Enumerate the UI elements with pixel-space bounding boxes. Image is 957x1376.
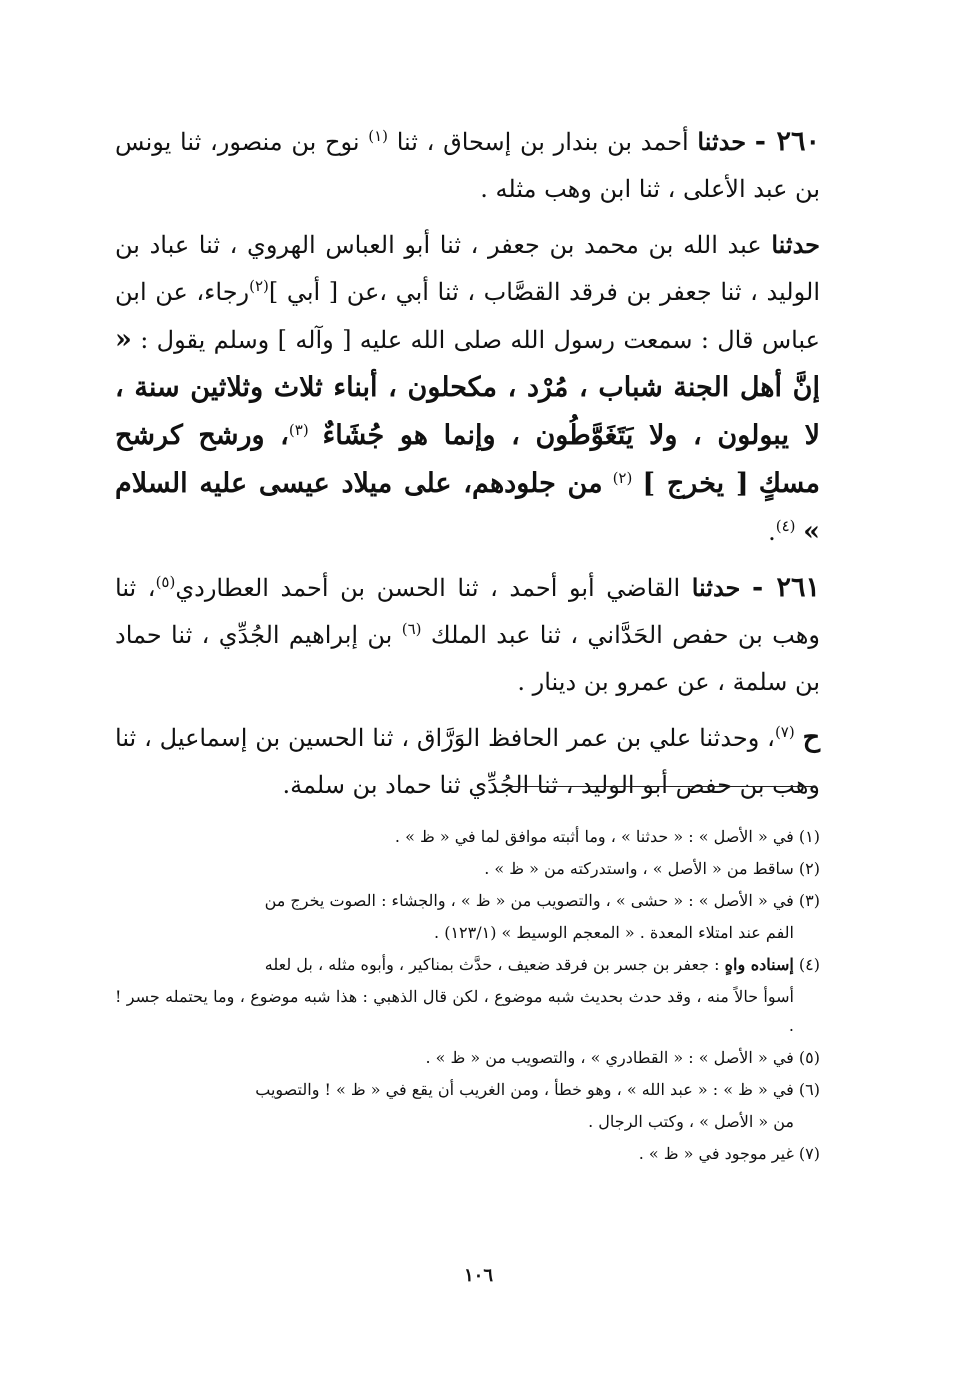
- footnote-verdict: إسناده واهٍ: [724, 955, 794, 974]
- footnote-2: [115, 854, 820, 883]
- bracketed-insert: [ يخرج ]: [642, 468, 749, 499]
- footnote-5: [115, 1043, 820, 1072]
- footnote-ref: (٤): [775, 517, 796, 535]
- narration-text: بن إبراهيم الجُدِّي ، ثنا حماد بن سلمة ، عن عمرو بن دينار .: [115, 621, 820, 696]
- hadith-quote: من جلودهم، على ميلاد عيسى عليه السلام »: [115, 468, 820, 547]
- narration-text: ، ثنا وهب بن حفص الحَدَّاني ، ثنا عبد الملك: [115, 574, 820, 649]
- narration-text: القاضي أبو أحمد ، ثنا الحسن بن أحمد العطاردي: [175, 574, 681, 602]
- footnote-3: [115, 886, 820, 915]
- tahwil-mark: ح: [802, 722, 820, 753]
- footnote-1: [115, 822, 820, 851]
- footnote-ref: (٦): [401, 620, 422, 638]
- footnote-text: في « الأصل » : « حدثنا » ، وما أثبته موافق لما في « ظ » .: [394, 827, 794, 846]
- hadith-number: ٢٦١ -: [751, 572, 821, 603]
- hadith-260: [115, 118, 820, 213]
- footnote-text: من « الأصل » ، وكتب الرجال .: [588, 1112, 794, 1131]
- footnote-number: (٢): [798, 859, 820, 878]
- footnote-number: (٣): [798, 891, 820, 910]
- chain-paragraph: [115, 221, 820, 556]
- narration-text: عبد الله بن محمد بن جعفر ، ثنا أبو العباس الهروي ، ثنا عباد بن الوليد ، ثنا جعفر بن فرقد القصَّاب ، ثنا أبي ،عن [ أبي ]: [115, 231, 820, 306]
- footnote-6-continuation: [115, 1107, 820, 1136]
- footnote-text: في « الأصل » : « حشى » ، والتصويب من « ظ » ، والجشاء : الصوت يخرج من: [264, 891, 794, 910]
- page-number: ١٠٦: [463, 1265, 493, 1286]
- sentence-end: .: [768, 518, 776, 546]
- footnote-text: ساقط من « الأصل » ، واستدركته من « ظ » .: [484, 859, 794, 878]
- narration-text: ، وحدثنا علي بن عمر الحافظ الوَرَّاق ، ثنا الحسين بن إسماعيل ، ثنا وهب بن حفص أبو الوليد ، ثنا الجُدِّي ثنا حماد بن سلمة.: [115, 724, 820, 799]
- narration-text: رجاء، عن ابن عباس قال : سمعت رسول الله صلى الله عليه [ وآله ] وسلم يقول :: [115, 278, 820, 354]
- footnote-text: في « الأصل » : « القطادري » ، والتصويب من « ظ » .: [425, 1048, 794, 1067]
- footnote-text: في « ظ » : « عبد الله » ، وهو خطأ ، ومن الغريب أن يقع في « ظ » ! والتصويب: [255, 1080, 794, 1099]
- footnotes: [115, 822, 820, 1171]
- footnote-number: (٧): [798, 1144, 820, 1163]
- narration-lead: حدثنا: [691, 573, 741, 602]
- main-text: [115, 118, 820, 809]
- narration-lead: حدثنا: [697, 127, 747, 156]
- footnote-ref: (٢): [612, 469, 633, 487]
- footnote-3-continuation: [115, 918, 820, 947]
- hadith-number: ٢٦٠ -: [754, 126, 820, 157]
- footnote-text: غير موجود في « ظ » .: [638, 1144, 794, 1163]
- footnote-divider: [510, 786, 816, 787]
- footnote-text: أسوأ حالاً منه ، وقد حدث بحديث شبه موضوع ، لكن قال الذهبي : هذا شبه موضوع ، وما يحتمله جسر ! .: [115, 987, 794, 1035]
- narration-lead: حدثنا: [771, 230, 820, 259]
- footnote-number: (١): [798, 827, 820, 846]
- footnote-4-continuation: [115, 982, 820, 1040]
- footnote-number: (٥): [798, 1048, 820, 1067]
- hadith-quote: ، ورشح كرشح مسكٍ: [115, 420, 820, 499]
- footnote-ref: (١): [368, 127, 389, 145]
- footnote-ref: (٣): [288, 421, 309, 439]
- footnote-7: [115, 1139, 820, 1168]
- footnote-ref: (٧): [774, 723, 795, 741]
- narration-text: أحمد بن بندار بن إسحاق ، ثنا: [396, 128, 689, 156]
- footnote-6: [115, 1075, 820, 1104]
- footnote-ref: (٥): [155, 573, 176, 591]
- footnote-text: الفم عند امتلاء المعدة . « المعجم الوسيط » (١٢٣/١) .: [434, 923, 794, 942]
- footnote-number: (٦): [798, 1080, 820, 1099]
- footnote-4: [115, 950, 820, 979]
- narration-text: نوح بن منصور، ثنا يونس بن عبد الأعلى ، ثنا ابن وهب مثله .: [115, 128, 820, 203]
- chain-paragraph: [115, 714, 820, 809]
- footnote-ref: (٢): [249, 277, 269, 295]
- footnote-text: : جعفر بن جسر بن فرقد ضعيف ، حدَّث بمناكير ، وأبوه مثله ، بل لعله: [264, 955, 720, 974]
- hadith-quote: « إنَّ أهل الجنة شباب ، مُرْد ، مكحلون ، أبناء ثلاث وثلاثين سنة ، لا يبولون ، ولا يَتَغَوَّطُون ، وإنما هو جُشَاءٌ: [115, 324, 820, 451]
- main-text-block: [115, 118, 820, 817]
- hadith-261: [115, 564, 820, 706]
- footnote-number: (٤): [798, 955, 820, 974]
